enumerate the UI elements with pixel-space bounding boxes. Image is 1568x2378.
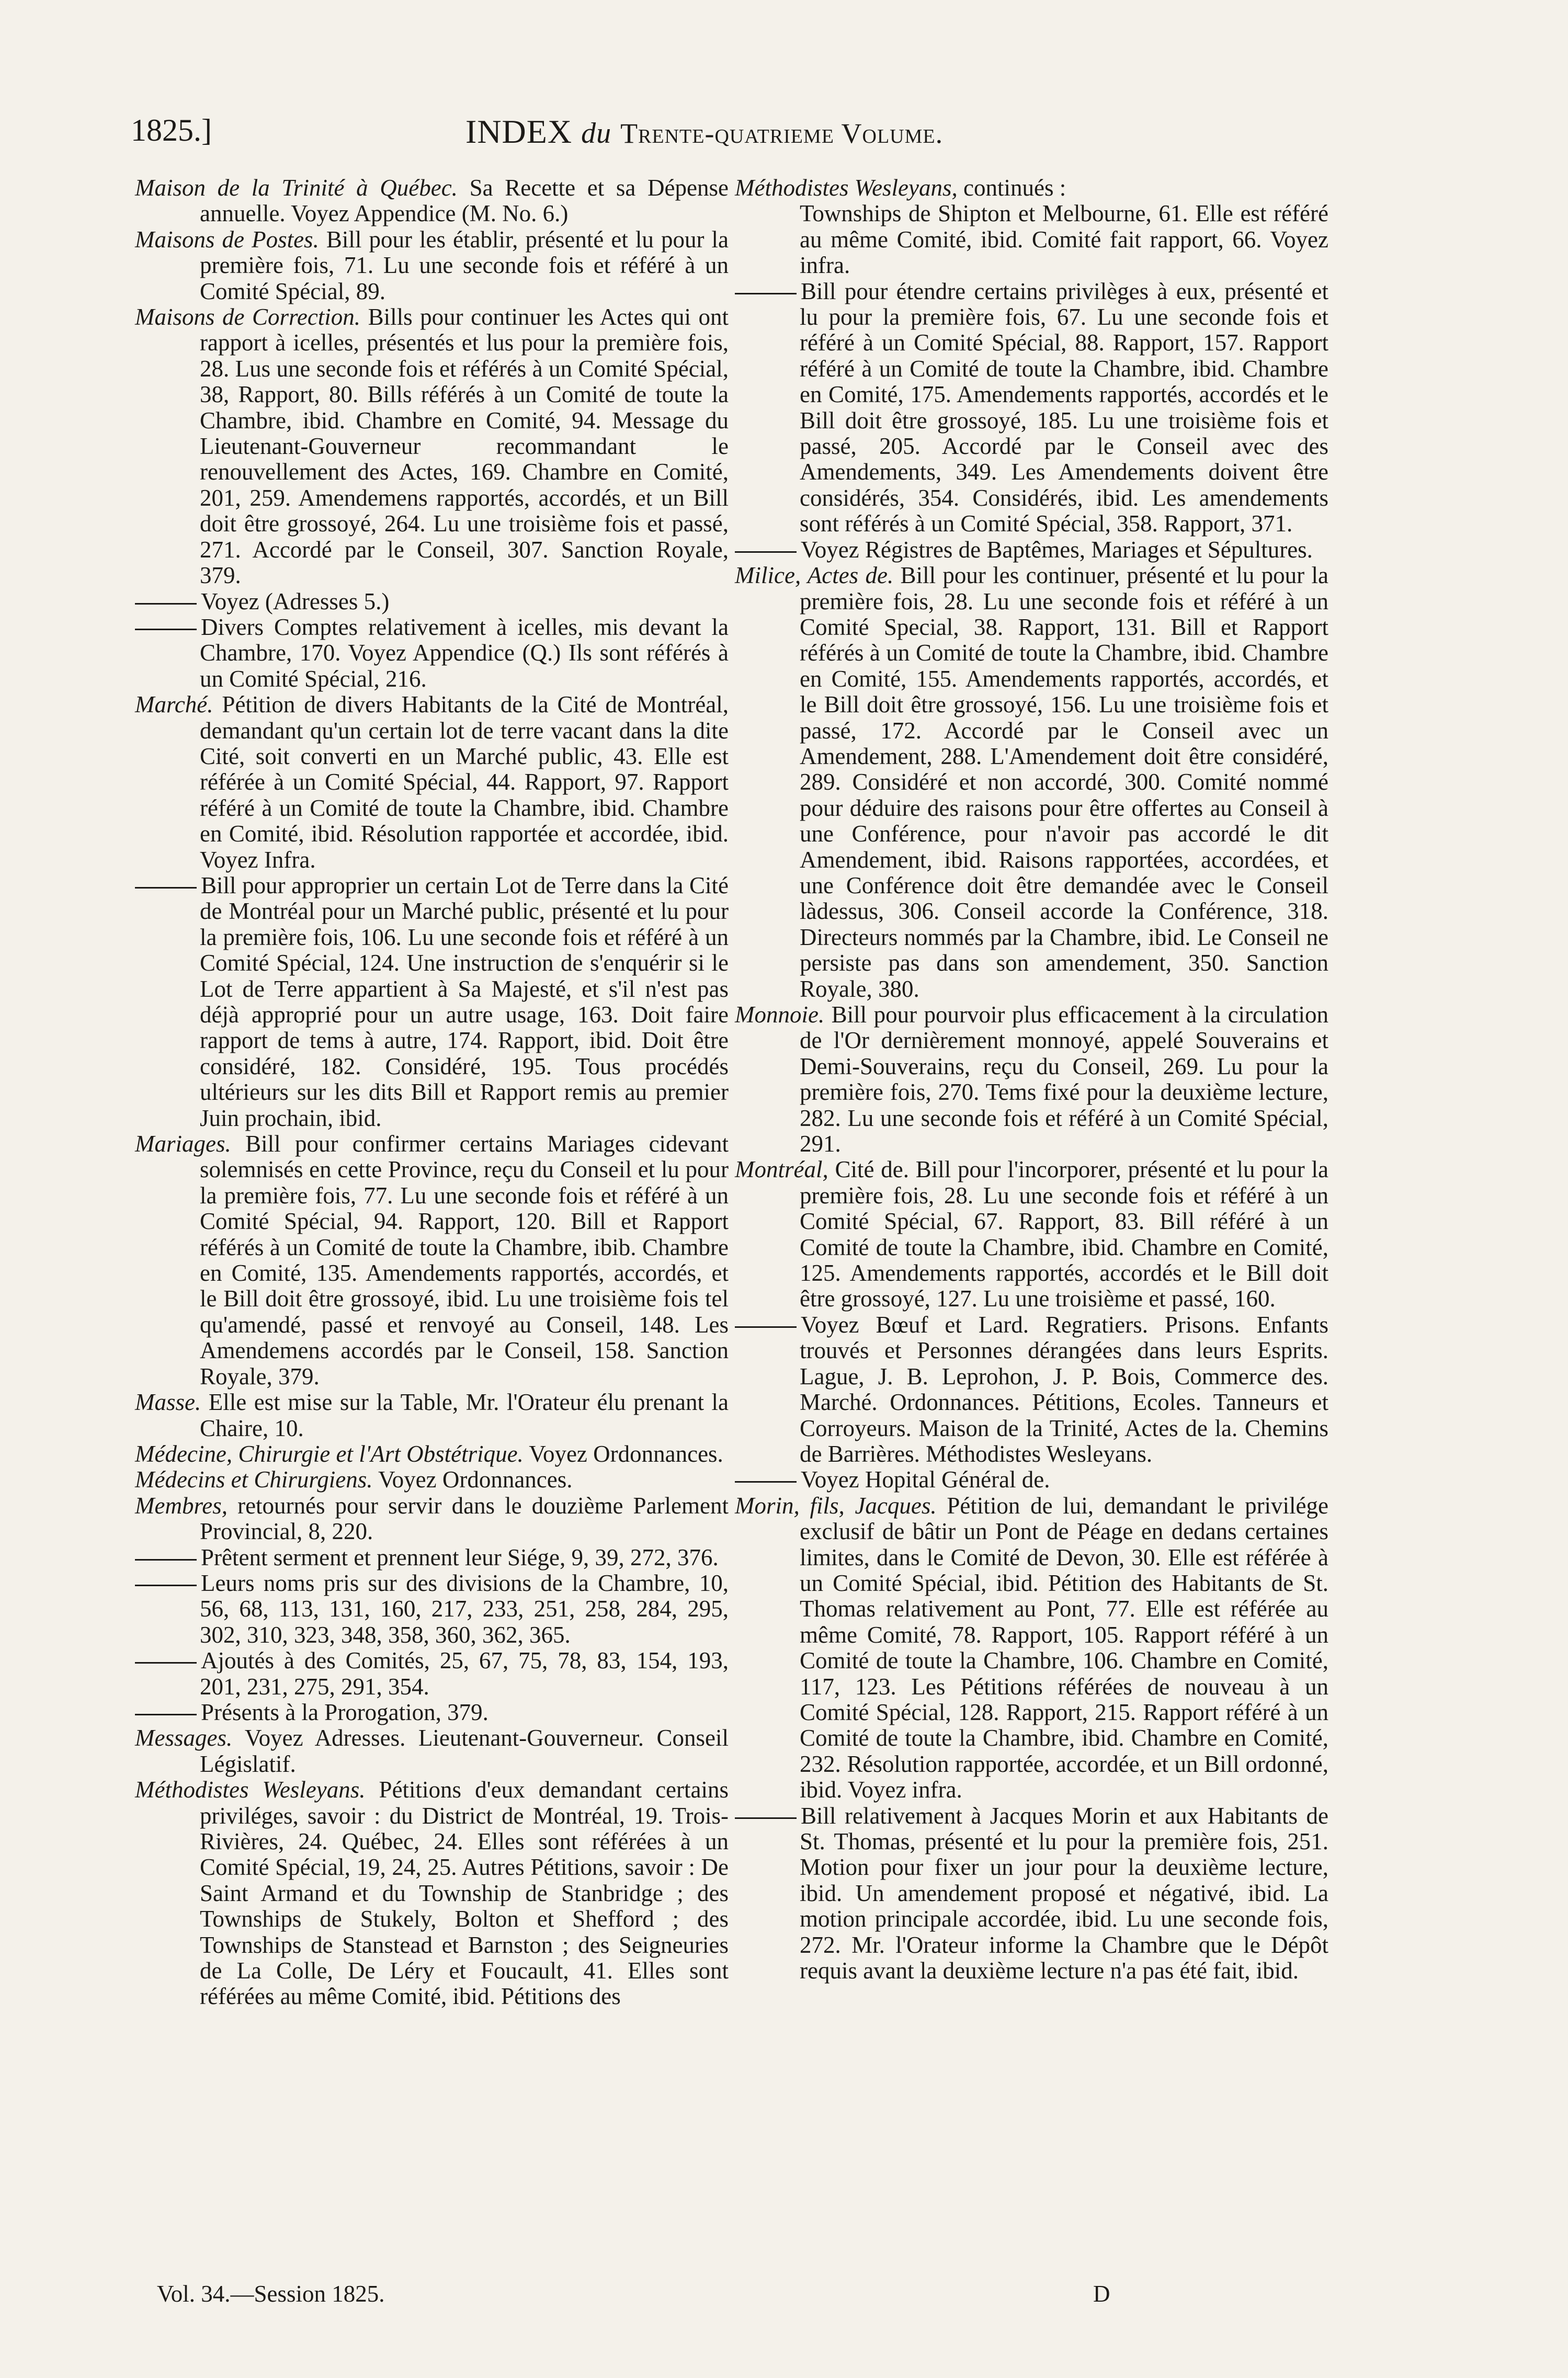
entry-text: retournés pour servir dans le douzième Parlement Provincial, 8, 220. — [200, 1492, 729, 1545]
entry-text: Voyez Régistres de Baptêmes, Mariages et Sépultures. — [801, 536, 1313, 563]
entry-heading: Montréal, — [735, 1156, 828, 1183]
entry-text: Bill pour les établir, présenté et lu pour la première fois, 71. Lu une seconde fois et référé à un Comité Spécial, 89. — [200, 226, 729, 304]
entry-heading: Membres, — [135, 1492, 228, 1519]
entry-text: Pétition de divers Habitants de la Cité de Montréal, demandant qu'un certain lot de terre vacant dans la dite Cité, soit converti en un Marché public, 43. Elle est référée à un Comité Spécial, 44. Rapport, 97. Rapport référé à un Comité de toute la Chambre, ibid. Chambre en Comité, ibid. Résolution rapportée et accordée, ibid. Voyez Infra. — [200, 691, 729, 873]
entry-heading: Milice, Actes de. — [735, 562, 894, 589]
entry-text: Elle est mise sur la Table, Mr. l'Orateur élu prenant la Chaire, 10. — [200, 1389, 729, 1441]
entry-text: Pétition de lui, demandant le privilége exclusif de bâtir un Pont de Péage en dedans certaines limites, dans le Comité de Devon, 30. Elle est référée à un Comité Spécial, ibid. Pétition des Habitants de St. Thomas relativement au Pont, 77. Elle est référée au même Comité, 78. Rapport, 105. Rapport référé à un Comité de toute la Chambre, 106. Chambre en Comité, 117, 123. Les Pétitions référées de nouveau à un Comité Spécial, 128. Rapport, 215. Rapport référé à un Comité de toute la Chambre, ibid. Chambre en Comité, 232. Résolution rapportée, accordée, et un Bill ordonné, ibid. Voyez infra. — [800, 1492, 1329, 1803]
index-entry — [735, 1002, 1328, 1157]
entry-heading: Morin, fils, Jacques. — [735, 1492, 937, 1519]
entry-text: Bill relativement à Jacques Morin et aux Habitants de St. Thomas, présenté et lu pour la première fois, 251. Motion pour fixer un jour pour la deuxième lecture, ibid. Un amendement proposé et négativé, ibid. La motion principale accordée, ibid. Lu une seconde fois, 272. Mr. l'Orateur informe la Chambre que le Dépôt requis avant la deuxième lecture n'a pas été fait, ibid. — [800, 1802, 1328, 1984]
index-entry — [135, 1545, 729, 1571]
entry-dash — [735, 551, 797, 553]
entry-text: Bill pour confirmer certains Mariages cidevant solemnisés en cette Province, reçu du Conseil et lu pour la première fois, 77. Lu une seconde fois et référé à un Comité Spécial, 94. Rapport, 120. Bill et Rapport référés à un Comité de toute la Chambre, ibib. Chambre en Comité, 135. Amendements rapportés, accordés, et le Bill doit être grossoyé, ibid. Lu une troisième fois tel qu'amendé, passé et renvoyé au Conseil, 148. Les Amendemens accordés par le Conseil, 158. Sanction Royale, 379. — [200, 1131, 729, 1390]
index-entry — [735, 279, 1328, 537]
index-entry — [735, 1157, 1328, 1312]
entry-text: Bill pour étendre certains privilèges à eux, présenté et lu pour la première fois, 67. Lu une seconde fois et référé à un Comité Spécial, 88. Rapport, 157. Rapport référé à un Comité de toute la Chambre, ibid. Chambre en Comité, 175. Amendements rapportés, accordés et le Bill doit être grossoyé, 185. Lu une troisième fois et passé, 205. Accordé par le Conseil avec des Amendements, 349. Les Amendements doivent être considérés, 354. Considérés, ibid. Les amendements sont référés à un Comité Spécial, 358. Rapport, 371. — [800, 278, 1328, 537]
entry-dash — [735, 1326, 797, 1328]
index-entry — [135, 1571, 729, 1648]
entry-heading: Médecine, Chirurgie et l'Art Obstétrique. — [135, 1440, 524, 1467]
entry-heading: Monnoie. — [735, 1002, 825, 1028]
entry-text: Bill pour les continuer, présenté et lu pour la première fois, 28. Lu une seconde fois et référé à un Comité Special, 38. Rapport, 131. Bill et Rapport référés à un Comité de toute la Chambre, ibid. Chambre en Comité, 155. Amendements rapportés, accordés, et le Bill doit être grossoyé, 156. Lu une troisième fois et passé, 172. Accordé par le Conseil avec un Amendement, 288. L'Amendement doit être considéré, 289. Considéré et non accordé, 300. Comité nommé pour déduire des raisons pour être offertes au Conseil à une Conférence, pour n'avoir pas accordé le dit Amendement, ibid. Raisons rapportées, accordées, et une Conférence doit être demandée avec le Conseil làdessus, 306. Conseil accorde la Conférence, 318. Directeurs nommés par la Chambre, ibid. Le Conseil ne persiste pas dans son amendement, 350. Sanction Royale, 380. — [800, 562, 1328, 1002]
header-year: 1825.] — [131, 113, 212, 147]
entry-text: Prêtent serment et prennent leur Siége, 9, 39, 272, 376. — [201, 1544, 719, 1571]
entry-dash — [735, 1817, 797, 1819]
index-entry — [135, 589, 729, 615]
entry-text: Voyez (Adresses 5.) — [201, 588, 390, 615]
entry-dash — [735, 293, 797, 294]
left-column — [135, 175, 729, 2010]
entry-heading: Médecins et Chirurgiens. — [135, 1466, 373, 1493]
header-du: du — [581, 117, 612, 150]
index-entry — [135, 1441, 729, 1467]
page-footer — [157, 2280, 1360, 2317]
right-column — [735, 175, 1328, 1984]
entry-dash — [135, 1585, 197, 1586]
index-entry — [135, 304, 729, 588]
header-index: INDEX — [465, 113, 573, 150]
header-title — [465, 112, 943, 151]
entry-heading: Maisons de Postes. — [135, 226, 319, 253]
index-entry — [135, 227, 729, 304]
entry-heading: Mariages. — [135, 1131, 231, 1157]
index-entry — [135, 692, 729, 873]
index-entry — [135, 615, 729, 692]
entry-text: Cité de. Bill pour l'incorporer, présenté et lu pour la première fois, 28. Lu une seconde fois et référé à un Comité Spécial, 67. Rapport, 83. Bill référé à un Comité de toute la Chambre, ibid. Chambre en Comité, 125. Amendements rapportés, accordés et le Bill doit être grossoyé, 127. Lu une troisième et passé, 160. — [800, 1156, 1328, 1312]
running-header — [131, 112, 1334, 160]
entry-text: Voyez Adresses. Lieutenant-Gouverneur. Conseil Législatif. — [200, 1725, 729, 1777]
entry-text: Ajoutés à des Comités, 25, 67, 75, 78, 83, 154, 193, 201, 231, 275, 291, 354. — [200, 1647, 729, 1700]
index-entry — [735, 1493, 1328, 1803]
index-entry — [135, 175, 729, 227]
entry-text: Voyez Bœuf et Lard. Regratiers. Prisons. Enfants trouvés et Personnes dérangées dans leurs Esprits. Lague, J. B. Leprohon, J. P. Bois, Commerce des. Marché. Ordonnances. Pétitions, Ecoles. Tanneurs et Corroyeurs. Maison de la Trinité, Actes de la. Chemins de Barrières. Méthodistes Wesleyans. — [800, 1311, 1328, 1467]
entry-heading: Maisons de Correction. — [135, 304, 361, 331]
entry-text: Voyez Ordonnances. — [523, 1440, 723, 1467]
index-entry — [735, 201, 1328, 278]
entry-dash — [735, 1481, 797, 1483]
entry-text: Voyez Hopital Général de. — [801, 1466, 1050, 1493]
entry-text: Sa Recette et sa Dépense annuelle. Voyez Appendice (M. No. 6.) — [200, 175, 729, 227]
index-entry — [135, 1648, 729, 1700]
entry-text: Bill pour pourvoir plus efficacement à la circulation de l'Or dernièrement monnoyé, appelé Souverains et Demi-Souverains, reçu du Conseil, 269. Lu pour la première fois, 270. Tems fixé pour la deuxième lecture, 282. Lu une seconde fois et référé à un Comité Spécial, 291. — [800, 1002, 1328, 1157]
entry-heading: Méthodistes Wesleyans, — [735, 175, 958, 201]
entry-heading: Messages. — [135, 1725, 233, 1751]
entry-text: Voyez Ordonnances. — [372, 1466, 573, 1493]
entry-text: Townships de Shipton et Melbourne, 61. Elle est référé au même Comité, ibid. Comité fait rapport, 66. Voyez infra. — [800, 200, 1328, 279]
entry-dash — [135, 629, 197, 630]
index-entry — [735, 1312, 1328, 1467]
signature-mark: D — [1093, 2281, 1110, 2307]
entry-text: Bill pour approprier un certain Lot de Terre dans la Cité de Montréal pour un Marché public, présenté et lu pour la première fois, 106. Lu une seconde fois et référé à un Comité Spécial, 124. Une instruction de s'enquérir si le Lot de Terre appartient à Sa Majesté, et s'il n'est pas déjà approprié pour un autre usage, 163. Doit faire rapport de tems à autre, 174. Rapport, ibid. Doit être considéré, 182. Considéré, 195. Tous procédés ultérieurs sur les dits Bill et Rapport remis au premier Juin prochain, ibid. — [200, 872, 729, 1131]
index-entry — [135, 1777, 729, 2010]
entry-heading: Masse. — [135, 1389, 201, 1416]
entry-dash — [135, 1714, 197, 1715]
entry-dash — [135, 1662, 197, 1664]
index-entry — [735, 1803, 1328, 1984]
index-entry — [735, 563, 1328, 1002]
index-entry — [735, 175, 1328, 201]
index-entry — [135, 873, 729, 1131]
index-entry — [135, 1131, 729, 1390]
entry-text: Leurs noms pris sur des divisions de la Chambre, 10, 56, 68, 113, 131, 160, 217, 233, 251, 258, 284, 295, 302, 310, 323, 348, 358, 360, 362, 365. — [200, 1569, 729, 1648]
index-entry — [135, 1467, 729, 1493]
index-entry — [135, 1700, 729, 1725]
index-entry — [735, 1467, 1328, 1493]
header-volume-title: Trente-quatrieme Volume. — [620, 118, 944, 149]
entry-text: Présents à la Prorogation, 379. — [201, 1699, 488, 1725]
entry-text: Pétitions d'eux demandant certains priviléges, savoir : du District de Montréal, 19. Trois-Rivières, 24. Québec, 24. Elles sont référées à un Comité Spécial, 19, 24, 25. Autres Pétitions, savoir : De Saint Armand et du Township de Stanbridge ; des Townships de Stukely, Bolton et Shefford ; des Townships de Stanstead et Barnston ; des Seigneuries de La Colle, De Léry et Foucault, 41. Elles sont référées au même Comité, ibid. Pétitions des — [200, 1777, 729, 2010]
entry-text: continués : — [957, 175, 1066, 201]
entry-heading: Méthodistes Wesleyans. — [135, 1777, 366, 1803]
entry-dash — [135, 1559, 197, 1561]
entry-dash — [135, 887, 197, 889]
index-entry — [735, 537, 1328, 563]
entry-heading: Maison de la Trinité à Québec. — [135, 175, 458, 201]
footer-volume-session: Vol. 34.—Session 1825. — [157, 2281, 385, 2307]
entry-text: Divers Comptes relativement à icelles, mis devant la Chambre, 170. Voyez Appendice (Q.) Ils sont référés à un Comité Spécial, 216. — [200, 613, 729, 692]
index-entry — [135, 1725, 729, 1777]
index-entry — [135, 1493, 729, 1545]
entry-dash — [135, 603, 197, 605]
entry-text: Bills pour continuer les Actes qui ont rapport à icelles, présentés et lus pour la première fois, 28. Lus une seconde fois et référés à un Comité Spécial, 38, Rapport, 80. Bills référés à un Comité de toute la Chambre, ibid. Chambre en Comité, 94. Message du Lieutenant-Gouverneur recommandant le renouvellement des Actes, 169. Chambre en Comité, 201, 259. Amendemens rapportés, accordés, et un Bill doit être grossoyé, 264. Lu une troisième fois et passé, 271. Accordé par le Conseil, 307. Sanction Royale, 379. — [200, 304, 729, 589]
entry-heading: Marché. — [135, 691, 213, 718]
index-entry — [135, 1390, 729, 1441]
